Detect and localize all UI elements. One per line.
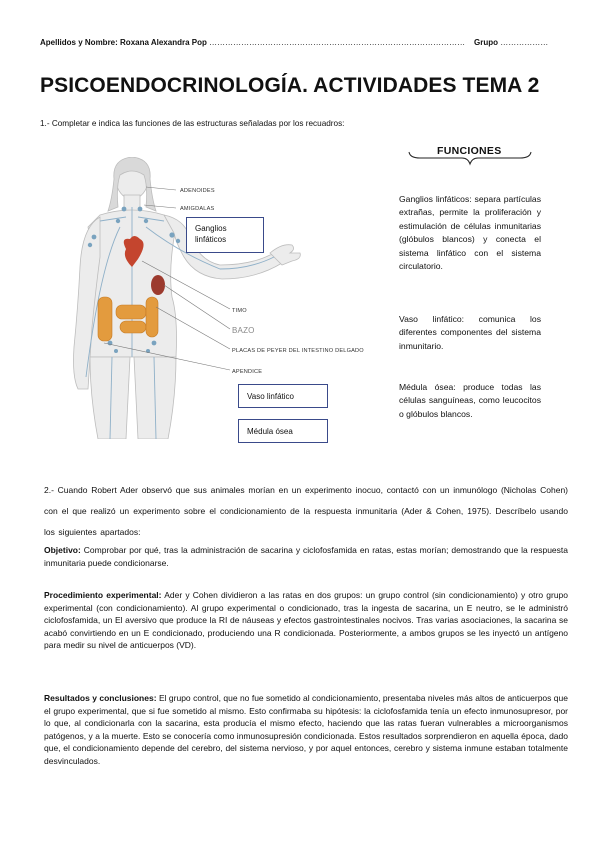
name-value: Roxana Alexandra Pop bbox=[120, 38, 207, 47]
resultados-text: El grupo control, que no fue sometido al condicionamiento, presentaba niveles más altos de anticuerpos que el grupo experimental, que si fue sometido al mismo. Esto confirmaba su hipótesis: la ciclofosfamida tenía un efecto inmunosupresor, por lo que, al condicionarla con la sacarina, esta producía el mismo efecto, haciendo que las ratas fueran vulnerables a microorganismos patógenos, y a la muerte. Esto se conocería como inmunosupresión condicionada. Estos resultados sorprendieron en aquella época, dado que, el condicionamiento depende del cerebro, del sistema nervioso, y por aquel entonces, cerebro y sistema inmune estaban totalmente desvinculados. bbox=[44, 693, 568, 766]
objetivo-label: Objetivo: bbox=[44, 545, 81, 555]
procedimiento-label: Procedimiento experimental: bbox=[44, 590, 162, 600]
page-title: PSICOENDOCRINOLOGÍA. ACTIVIDADES TEMA 2 bbox=[40, 74, 540, 97]
label-peyer: PLACAS DE PEYER DEL INTESTINO DELGADO bbox=[232, 348, 364, 354]
funciones-heading: FUNCIONES bbox=[437, 145, 502, 157]
lymphatic-system-figure bbox=[60, 157, 380, 439]
question-1: 1.- Completar e indica las funciones de las estructuras señaladas por los recuadros: bbox=[40, 119, 345, 128]
box-ganglios: Ganglios linfáticos bbox=[186, 217, 264, 253]
function-ganglios: Ganglios linfáticos: separa partículas extrañas, permite la proliferación y estimulación de células inmunitarias (glóbulos blancos) y conecta el sistema linfático con el sistema circulatorio. bbox=[399, 194, 541, 272]
section-objetivo bbox=[44, 544, 568, 569]
question-2: 2.- Cuando Robert Ader observó que sus animales morían en un experimento inocuo, contactó con un inmunólogo (Nicholas Cohen) con el que realizó un experimento sobre el condicionamiento de la respuesta inmunitaria (Ader & Cohen, 1975). Descríbelo usando los siguientes apartados: bbox=[44, 485, 568, 537]
resultados-label: Resultados y conclusiones: bbox=[44, 693, 157, 703]
label-bazo: BAZO bbox=[232, 326, 255, 335]
procedimiento-text: Ader y Cohen dividieron a las ratas en dos grupos: un grupo control (sin condicionamiento) y otro grupo experimental (con condicionamiento). Al grupo experimental o condicionado, tras la ingesta de sacarina, un E neutro, se le administró ciclofosfamida, un El aversivo que produce la RI de náuseas y efectos gastrointestinales nocivos. Tras varias asociaciones, la sacarina se acabó convirtiendo en un E condicionado, produciendo una R condicionada. Posteriormente, a ambos grupos se les inyectó un antígeno para medir su nivel de anticuerpos (VD). bbox=[44, 590, 568, 651]
header-line bbox=[40, 38, 570, 47]
name-dots: …………………………………………………………………………………… bbox=[209, 38, 466, 47]
group-label: Grupo bbox=[474, 38, 498, 47]
section-procedimiento bbox=[44, 589, 568, 652]
label-amigdalas: AMIGDALAS bbox=[180, 206, 215, 212]
name-label: Apellidos y Nombre: bbox=[40, 38, 118, 47]
function-vaso: Vaso linfático: comunica los diferentes componentes del sistema inmunitario. bbox=[399, 314, 541, 351]
section-resultados bbox=[44, 692, 568, 768]
label-adenoides: ADENOIDES bbox=[180, 188, 215, 194]
label-apendice: APENDICE bbox=[232, 369, 263, 375]
spleen-icon bbox=[151, 275, 165, 295]
brace-icon bbox=[408, 150, 532, 166]
function-medula: Médula ósea: produce todas las células sanguíneas, como leucocitos o glóbulos blancos. bbox=[399, 382, 541, 419]
group-dots: ……………… bbox=[500, 38, 549, 47]
box-medula: Médula ósea bbox=[238, 419, 328, 443]
label-timo: TIMO bbox=[232, 308, 247, 314]
objetivo-text: Comprobar por qué, tras la administración de sacarina y ciclofosfamida en ratas, estas morían; demostrando que la respuesta inmunitaria puede condicionarse. bbox=[44, 545, 568, 568]
box-vaso: Vaso linfático bbox=[238, 384, 328, 408]
